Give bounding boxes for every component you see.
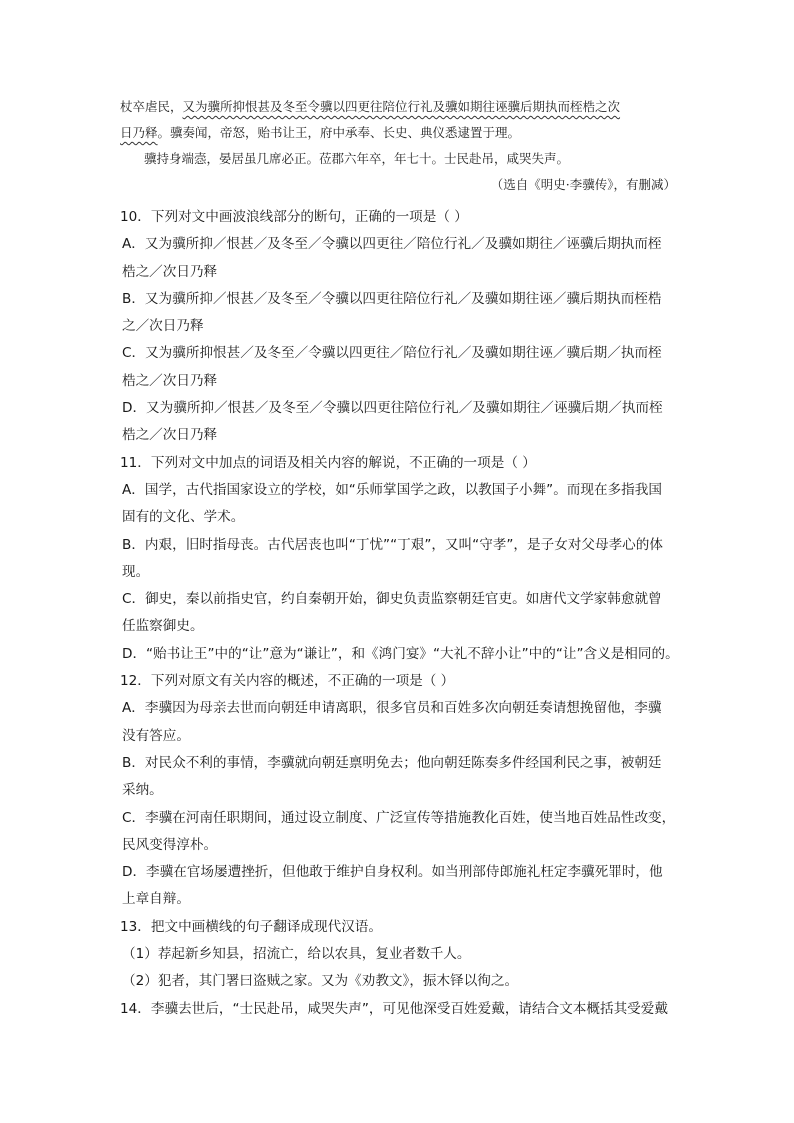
question-12-option-c-cont: 民风变得淳朴。 bbox=[122, 836, 218, 853]
question-11-option-c-cont: 任监察御史。 bbox=[122, 618, 204, 635]
question-13-sentence-1: （1）荐起新乡知县，招流亡，给以农具，复业者数千人。 bbox=[122, 946, 471, 963]
passage-line-1-lead: 杖卒虐民， bbox=[120, 99, 183, 114]
question-10-option-d: D．又为骥所抑／恨甚／及冬至／令骥以四更往陪位行礼／及骥如期往／诬骥后期／执而桎 bbox=[122, 400, 663, 417]
question-10-option-b-cont: 之／次日乃释 bbox=[122, 318, 204, 335]
question-13-stem: 13．把文中画横线的句子翻译成现代汉语。 bbox=[120, 918, 382, 935]
passage-line-1 bbox=[120, 94, 680, 120]
classical-passage bbox=[120, 94, 680, 198]
question-10-option-c-cont: 梏之／次日乃释 bbox=[122, 372, 218, 389]
question-10-option-c: C．又为骥所抑恨甚／及冬至／令骥以四更往／陪位行礼／及骥如期往诬／骥后期／执而桎 bbox=[122, 345, 662, 362]
question-12-option-c: C．李骥在河南任职期间，通过设立制度、广泛宣传等措施教化百姓，使当地百姓品性改变， bbox=[122, 809, 676, 826]
question-10-stem: 10．下列对文中画波浪线部分的断句，正确的一项是（ ） bbox=[120, 209, 468, 225]
passage-line-3: 骥持身端悫，晏居虽几席必正。莅郡六年卒，年七十。士民赴吊，咸哭失声。 bbox=[144, 151, 570, 166]
question-11-option-a: A．国学，古代指国家设立的学校，如“乐师掌国学之政，以教国子小舞”。而现在多指我国 bbox=[122, 481, 662, 498]
question-11-option-c: C．御史，秦以前指史官，约自秦朝开始，御史负责监察朝廷官吏。如唐代文学家韩愈就曾 bbox=[122, 591, 662, 608]
question-14-stem: 14．李骥去世后，“士民赴吊，咸哭失声”，可见他深受百姓爱戴，请结合文本概括其受爱戴 bbox=[120, 1000, 668, 1017]
wavy-underlined-text-end: 日乃释 bbox=[120, 125, 158, 140]
question-10-option-a: A．又为骥所抑／恨甚／及冬至／令骥以四更往／陪位行礼／及骥如期往／诬骥后期执而桎 bbox=[122, 236, 662, 253]
question-11-option-d: D．“贻书让王”中的“让”意为“谦让”，和《鸿门宴》“大礼不辞小让”中的“让”含义是相同的。 bbox=[122, 645, 679, 662]
question-10-option-b: B．又为骥所抑／恨甚／及冬至／令骥以四更往陪位行礼／及骥如期往诬／骥后期执而桎梏 bbox=[122, 290, 662, 307]
passage-source: （选自《明史·李骥传》，有删减） bbox=[490, 177, 676, 192]
passage-line-2 bbox=[120, 120, 680, 146]
question-11-option-b-cont: 现。 bbox=[122, 563, 150, 580]
question-11-stem: 11．下列对文中加点的词语及相关内容的解说，不正确的一项是（ ） bbox=[120, 454, 536, 471]
wavy-underlined-text: 又为骥所抑恨甚及冬至令骥以四更往陪位行礼及骥如期往诬骥后期执而桎梏之次 bbox=[182, 99, 621, 114]
question-12-stem: 12．下列对原文有关内容的概述，不正确的一项是（ ） bbox=[120, 673, 455, 690]
question-12-option-b: B．对民众不利的事情，李骥就向朝廷禀明免去；他向朝廷陈奏多件经国利民之事，被朝廷 bbox=[122, 754, 662, 771]
question-12-option-b-cont: 采纳。 bbox=[122, 782, 163, 799]
passage-line-2-rest: 。骥奏闻，帝怒，贻书让王，府中承奉、长史、典仪悉逮置于理。 bbox=[157, 125, 521, 140]
question-10-option-a-cont: 梏之／次日乃释 bbox=[122, 263, 218, 280]
question-11-option-a-cont: 固有的文化、学术。 bbox=[122, 509, 245, 526]
question-12-option-a-cont: 没有答应。 bbox=[122, 727, 190, 744]
questions-section bbox=[120, 204, 680, 1023]
question-12-option-d: D．李骥在官场屡遭挫折，但他敢于维护自身权利。如当刑部侍郎施礼枉定李骥死罪时，他 bbox=[122, 864, 663, 881]
question-12-option-a: A．李骥因为母亲去世而向朝廷申请离职，很多官员和百姓多次向朝廷奏请想挽留他，李骥 bbox=[122, 700, 662, 717]
question-10-option-d-cont: 梏之／次日乃释 bbox=[122, 427, 218, 444]
question-13-sentence-2: （2）犯者，其门署曰盗贼之家。又为《劝教文》，振木铎以徇之。 bbox=[122, 973, 519, 990]
question-12-option-d-cont: 上章自辩。 bbox=[122, 891, 190, 908]
question-11-option-b: B．内艰，旧时指母丧。古代居丧也叫“丁忧”“丁艰”，又叫“守孝”，是子女对父母孝心的体 bbox=[122, 536, 663, 553]
